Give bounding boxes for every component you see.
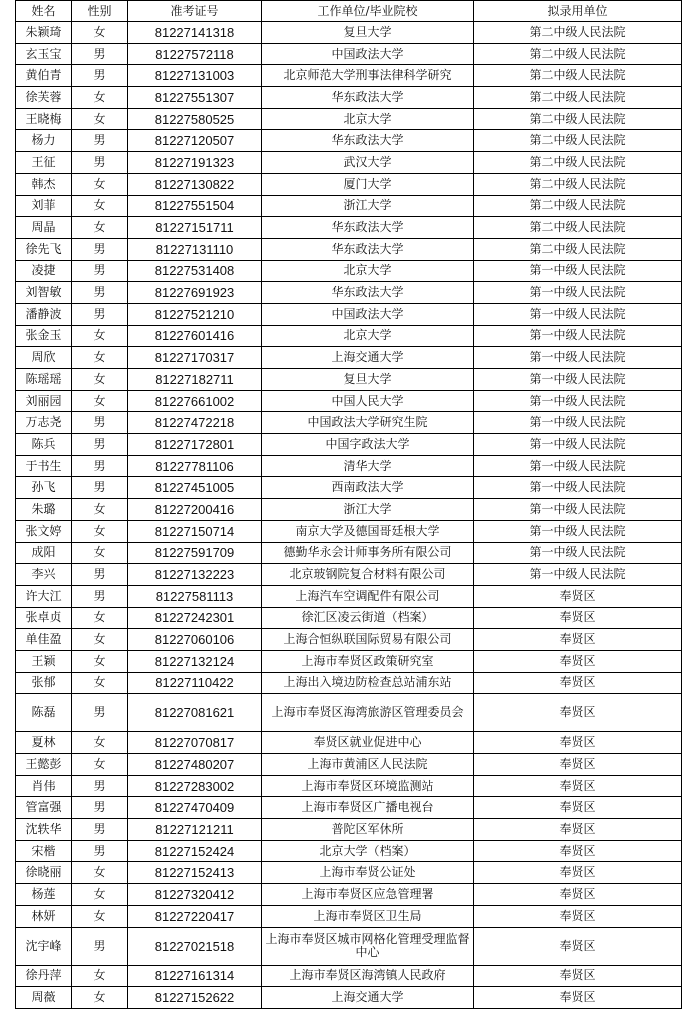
cell-workplace: 中国政法大学: [262, 303, 474, 325]
cell-exam-id: 81227152622: [128, 987, 262, 1009]
cell-exam-id: 81227120507: [128, 130, 262, 152]
cell-gender: 女: [72, 325, 128, 347]
cell-gender: 男: [72, 282, 128, 304]
cell-exam-id: 81227572118: [128, 43, 262, 65]
cell-employer: 奉贤区: [474, 775, 682, 797]
cell-employer: 奉贤区: [474, 585, 682, 607]
cell-gender: 男: [72, 819, 128, 841]
header-workplace: 工作单位/毕业院校: [262, 1, 474, 22]
table-row: [16, 195, 682, 217]
cell-workplace: 北京师范大学刑事法律科学研究: [262, 65, 474, 87]
table-row: [16, 108, 682, 130]
cell-workplace: 北京大学: [262, 108, 474, 130]
cell-name: 玄玉宝: [16, 43, 72, 65]
header-gender: 性别: [72, 1, 128, 22]
cell-exam-id: 81227691923: [128, 282, 262, 304]
cell-workplace: 华东政法大学: [262, 130, 474, 152]
cell-employer: 奉贤区: [474, 927, 682, 965]
table-row: [16, 520, 682, 542]
cell-name: 刘丽园: [16, 390, 72, 412]
table-row: [16, 434, 682, 456]
cell-exam-id: 81227581113: [128, 585, 262, 607]
table-row: [16, 965, 682, 987]
cell-name: 张文婷: [16, 520, 72, 542]
cell-gender: 女: [72, 607, 128, 629]
cell-exam-id: 81227531408: [128, 260, 262, 282]
cell-exam-id: 81227132223: [128, 564, 262, 586]
cell-employer: 奉贤区: [474, 797, 682, 819]
cell-gender: 男: [72, 65, 128, 87]
cell-name: 杨力: [16, 130, 72, 152]
cell-employer: 第一中级人民法院: [474, 520, 682, 542]
cell-employer: 第一中级人民法院: [474, 390, 682, 412]
cell-employer: 奉贤区: [474, 754, 682, 776]
cell-name: 肖伟: [16, 775, 72, 797]
cell-exam-id: 81227601416: [128, 325, 262, 347]
table-row: [16, 282, 682, 304]
cell-employer: 奉贤区: [474, 672, 682, 694]
cell-name: 单佳盈: [16, 629, 72, 651]
cell-employer: 第一中级人民法院: [474, 455, 682, 477]
table-row: [16, 905, 682, 927]
table-row: [16, 238, 682, 260]
cell-workplace: 中国人民大学: [262, 390, 474, 412]
cell-workplace: 上海市黄浦区人民法院: [262, 754, 474, 776]
cell-employer: 第二中级人民法院: [474, 130, 682, 152]
cell-gender: 男: [72, 694, 128, 732]
cell-gender: 男: [72, 455, 128, 477]
cell-name: 沈宇峰: [16, 927, 72, 965]
cell-employer: 第二中级人民法院: [474, 108, 682, 130]
cell-exam-id: 81227591709: [128, 542, 262, 564]
cell-exam-id: 81227472218: [128, 412, 262, 434]
table-row: [16, 819, 682, 841]
cell-employer: 第二中级人民法院: [474, 65, 682, 87]
cell-workplace: 厦门大学: [262, 173, 474, 195]
table-row: [16, 217, 682, 239]
cell-employer: 奉贤区: [474, 987, 682, 1009]
cell-gender: 女: [72, 347, 128, 369]
table-row: [16, 477, 682, 499]
cell-employer: 第二中级人民法院: [474, 22, 682, 44]
cell-name: 潘静波: [16, 303, 72, 325]
cell-exam-id: 81227220417: [128, 905, 262, 927]
cell-exam-id: 81227200416: [128, 499, 262, 521]
cell-workplace: 北京大学（档案）: [262, 840, 474, 862]
cell-name: 陈磊: [16, 694, 72, 732]
cell-exam-id: 81227161314: [128, 965, 262, 987]
cell-workplace: 上海交通大学: [262, 987, 474, 1009]
cell-gender: 男: [72, 585, 128, 607]
table-row: [16, 607, 682, 629]
table-row: [16, 542, 682, 564]
cell-gender: 女: [72, 650, 128, 672]
table-row: [16, 65, 682, 87]
table-row: [16, 369, 682, 391]
cell-workplace: 华东政法大学: [262, 87, 474, 109]
cell-name: 于书生: [16, 455, 72, 477]
cell-employer: 第一中级人民法院: [474, 434, 682, 456]
cell-name: 朱颖琦: [16, 22, 72, 44]
cell-name: 李兴: [16, 564, 72, 586]
table-row: [16, 672, 682, 694]
cell-name: 成阳: [16, 542, 72, 564]
cell-employer: 奉贤区: [474, 965, 682, 987]
cell-exam-id: 81227152413: [128, 862, 262, 884]
cell-exam-id: 81227551504: [128, 195, 262, 217]
cell-exam-id: 81227480207: [128, 754, 262, 776]
cell-exam-id: 81227131003: [128, 65, 262, 87]
cell-exam-id: 81227141318: [128, 22, 262, 44]
table-row: [16, 564, 682, 586]
table-row: [16, 22, 682, 44]
table-row: [16, 585, 682, 607]
header-employer: 拟录用单位: [474, 1, 682, 22]
cell-workplace: 上海合恒纵联国际贸易有限公司: [262, 629, 474, 651]
cell-gender: 女: [72, 87, 128, 109]
table-row: [16, 43, 682, 65]
cell-gender: 男: [72, 130, 128, 152]
cell-name: 王颖: [16, 650, 72, 672]
cell-name: 周晶: [16, 217, 72, 239]
cell-gender: 男: [72, 152, 128, 174]
cell-workplace: 上海市奉贤公证处: [262, 862, 474, 884]
cell-name: 韩杰: [16, 173, 72, 195]
table-row: [16, 927, 682, 965]
cell-name: 宋楷: [16, 840, 72, 862]
cell-name: 张卓贞: [16, 607, 72, 629]
cell-exam-id: 81227121211: [128, 819, 262, 841]
cell-name: 朱璐: [16, 499, 72, 521]
cell-name: 沈轶华: [16, 819, 72, 841]
cell-name: 陈瑶瑶: [16, 369, 72, 391]
cell-employer: 第一中级人民法院: [474, 499, 682, 521]
cell-gender: 女: [72, 672, 128, 694]
table-row: [16, 797, 682, 819]
cell-gender: 女: [72, 369, 128, 391]
cell-employer: 奉贤区: [474, 732, 682, 754]
cell-exam-id: 81227110422: [128, 672, 262, 694]
cell-workplace: 北京大学: [262, 260, 474, 282]
table-row: [16, 173, 682, 195]
cell-gender: 女: [72, 629, 128, 651]
cell-workplace: 普陀区军休所: [262, 819, 474, 841]
cell-workplace: 上海市奉贤区环境监测站: [262, 775, 474, 797]
cell-employer: 第二中级人民法院: [474, 43, 682, 65]
cell-workplace: 西南政法大学: [262, 477, 474, 499]
table-row: [16, 130, 682, 152]
table-row: [16, 152, 682, 174]
table-row: [16, 347, 682, 369]
cell-employer: 第二中级人民法院: [474, 195, 682, 217]
cell-name: 徐先飞: [16, 238, 72, 260]
table-row: [16, 260, 682, 282]
results-table: [15, 0, 682, 1009]
cell-exam-id: 81227132124: [128, 650, 262, 672]
cell-workplace: 浙江大学: [262, 499, 474, 521]
cell-gender: 女: [72, 987, 128, 1009]
cell-exam-id: 81227283002: [128, 775, 262, 797]
cell-employer: 奉贤区: [474, 650, 682, 672]
cell-gender: 男: [72, 927, 128, 965]
cell-exam-id: 81227191323: [128, 152, 262, 174]
cell-gender: 女: [72, 754, 128, 776]
cell-exam-id: 81227170317: [128, 347, 262, 369]
cell-name: 刘智敏: [16, 282, 72, 304]
table-row: [16, 775, 682, 797]
cell-name: 管富强: [16, 797, 72, 819]
cell-exam-id: 81227130822: [128, 173, 262, 195]
cell-gender: 男: [72, 43, 128, 65]
cell-gender: 男: [72, 238, 128, 260]
cell-exam-id: 81227021518: [128, 927, 262, 965]
cell-gender: 女: [72, 965, 128, 987]
table-row: [16, 303, 682, 325]
cell-employer: 第二中级人民法院: [474, 217, 682, 239]
table-row: [16, 884, 682, 906]
header-exam-id: 准考证号: [128, 1, 262, 22]
cell-workplace: 浙江大学: [262, 195, 474, 217]
cell-employer: 奉贤区: [474, 694, 682, 732]
cell-workplace: 华东政法大学: [262, 238, 474, 260]
cell-gender: 男: [72, 477, 128, 499]
cell-exam-id: 81227470409: [128, 797, 262, 819]
cell-employer: 奉贤区: [474, 862, 682, 884]
cell-exam-id: 81227151711: [128, 217, 262, 239]
table-row: [16, 754, 682, 776]
cell-workplace: 奉贤区就业促进中心: [262, 732, 474, 754]
table-row: [16, 694, 682, 732]
cell-name: 徐芙蓉: [16, 87, 72, 109]
cell-gender: 女: [72, 520, 128, 542]
cell-gender: 女: [72, 905, 128, 927]
cell-employer: 第一中级人民法院: [474, 477, 682, 499]
cell-name: 张郁: [16, 672, 72, 694]
cell-employer: 第一中级人民法院: [474, 260, 682, 282]
cell-employer: 第二中级人民法院: [474, 87, 682, 109]
table-row: [16, 840, 682, 862]
cell-exam-id: 81227131110: [128, 238, 262, 260]
header-name: 姓名: [16, 1, 72, 22]
cell-name: 刘菲: [16, 195, 72, 217]
table-row: [16, 862, 682, 884]
table-row: [16, 325, 682, 347]
cell-gender: 女: [72, 862, 128, 884]
cell-name: 张金玉: [16, 325, 72, 347]
cell-name: 陈兵: [16, 434, 72, 456]
cell-workplace: 上海市奉贤区海湾旅游区管理委员会: [262, 694, 474, 732]
table-row: [16, 732, 682, 754]
cell-workplace: 德勤华永会计师事务所有限公司: [262, 542, 474, 564]
cell-workplace: 上海出入境边防检查总站浦东站: [262, 672, 474, 694]
cell-gender: 女: [72, 732, 128, 754]
cell-employer: 奉贤区: [474, 629, 682, 651]
cell-workplace: 上海市奉贤区政策研究室: [262, 650, 474, 672]
cell-gender: 女: [72, 195, 128, 217]
cell-workplace: 南京大学及德国哥廷根大学: [262, 520, 474, 542]
cell-employer: 第一中级人民法院: [474, 282, 682, 304]
cell-gender: 女: [72, 499, 128, 521]
cell-workplace: 复旦大学: [262, 369, 474, 391]
cell-employer: 奉贤区: [474, 607, 682, 629]
table-header-row: [16, 1, 682, 22]
cell-name: 王懿彭: [16, 754, 72, 776]
cell-employer: 奉贤区: [474, 840, 682, 862]
cell-exam-id: 81227242301: [128, 607, 262, 629]
cell-workplace: 复旦大学: [262, 22, 474, 44]
cell-gender: 女: [72, 173, 128, 195]
cell-employer: 第二中级人民法院: [474, 152, 682, 174]
table-row: [16, 455, 682, 477]
cell-workplace: 华东政法大学: [262, 217, 474, 239]
cell-employer: 第一中级人民法院: [474, 325, 682, 347]
cell-workplace: 清华大学: [262, 455, 474, 477]
cell-workplace: 上海市奉贤区城市网格化管理受理监督中心: [262, 927, 474, 965]
cell-employer: 奉贤区: [474, 819, 682, 841]
cell-employer: 第二中级人民法院: [474, 238, 682, 260]
cell-gender: 女: [72, 22, 128, 44]
cell-name: 黄伯青: [16, 65, 72, 87]
cell-name: 林妍: [16, 905, 72, 927]
cell-gender: 男: [72, 564, 128, 586]
cell-gender: 男: [72, 303, 128, 325]
cell-gender: 男: [72, 412, 128, 434]
cell-employer: 奉贤区: [474, 905, 682, 927]
cell-workplace: 中国字政法大学: [262, 434, 474, 456]
cell-exam-id: 81227781106: [128, 455, 262, 477]
cell-name: 孙飞: [16, 477, 72, 499]
cell-exam-id: 81227320412: [128, 884, 262, 906]
cell-exam-id: 81227521210: [128, 303, 262, 325]
cell-workplace: 徐汇区凌云街道（档案）: [262, 607, 474, 629]
cell-workplace: 北京大学: [262, 325, 474, 347]
cell-employer: 第一中级人民法院: [474, 303, 682, 325]
cell-workplace: 武汉大学: [262, 152, 474, 174]
cell-workplace: 华东政法大学: [262, 282, 474, 304]
cell-exam-id: 81227580525: [128, 108, 262, 130]
table-row: [16, 390, 682, 412]
cell-employer: 第二中级人民法院: [474, 173, 682, 195]
table-row: [16, 499, 682, 521]
cell-employer: 第一中级人民法院: [474, 412, 682, 434]
table-row: [16, 412, 682, 434]
cell-name: 杨莲: [16, 884, 72, 906]
cell-employer: 奉贤区: [474, 884, 682, 906]
cell-name: 徐晓丽: [16, 862, 72, 884]
cell-gender: 女: [72, 217, 128, 239]
cell-workplace: 上海市奉贤区广播电视台: [262, 797, 474, 819]
cell-exam-id: 81227060106: [128, 629, 262, 651]
cell-name: 许大江: [16, 585, 72, 607]
cell-workplace: 上海市奉贤区应急管理署: [262, 884, 474, 906]
cell-employer: 第一中级人民法院: [474, 369, 682, 391]
cell-gender: 男: [72, 260, 128, 282]
cell-exam-id: 81227172801: [128, 434, 262, 456]
cell-name: 夏林: [16, 732, 72, 754]
cell-workplace: 中国政法大学研究生院: [262, 412, 474, 434]
cell-name: 周薇: [16, 987, 72, 1009]
cell-exam-id: 81227070817: [128, 732, 262, 754]
cell-employer: 第一中级人民法院: [474, 564, 682, 586]
document-page: [15, 0, 682, 1009]
cell-exam-id: 81227152424: [128, 840, 262, 862]
cell-exam-id: 81227551307: [128, 87, 262, 109]
cell-exam-id: 81227182711: [128, 369, 262, 391]
cell-exam-id: 81227661002: [128, 390, 262, 412]
cell-name: 周欣: [16, 347, 72, 369]
cell-exam-id: 81227081621: [128, 694, 262, 732]
cell-gender: 男: [72, 434, 128, 456]
cell-gender: 女: [72, 542, 128, 564]
cell-workplace: 上海市奉贤区卫生局: [262, 905, 474, 927]
cell-gender: 男: [72, 775, 128, 797]
table-row: [16, 87, 682, 109]
cell-gender: 女: [72, 108, 128, 130]
table-row: [16, 650, 682, 672]
cell-gender: 女: [72, 390, 128, 412]
cell-name: 凌捷: [16, 260, 72, 282]
cell-workplace: 上海交通大学: [262, 347, 474, 369]
cell-name: 王晓梅: [16, 108, 72, 130]
cell-exam-id: 81227150714: [128, 520, 262, 542]
cell-gender: 女: [72, 884, 128, 906]
cell-workplace: 北京玻钢院复合材料有限公司: [262, 564, 474, 586]
cell-exam-id: 81227451005: [128, 477, 262, 499]
cell-name: 万志尧: [16, 412, 72, 434]
table-row: [16, 629, 682, 651]
cell-name: 王征: [16, 152, 72, 174]
cell-workplace: 上海汽车空调配件有限公司: [262, 585, 474, 607]
cell-employer: 第一中级人民法院: [474, 347, 682, 369]
cell-name: 徐丹萍: [16, 965, 72, 987]
cell-gender: 男: [72, 797, 128, 819]
table-row: [16, 987, 682, 1009]
cell-employer: 第一中级人民法院: [474, 542, 682, 564]
cell-workplace: 中国政法大学: [262, 43, 474, 65]
cell-workplace: 上海市奉贤区海湾镇人民政府: [262, 965, 474, 987]
cell-gender: 男: [72, 840, 128, 862]
